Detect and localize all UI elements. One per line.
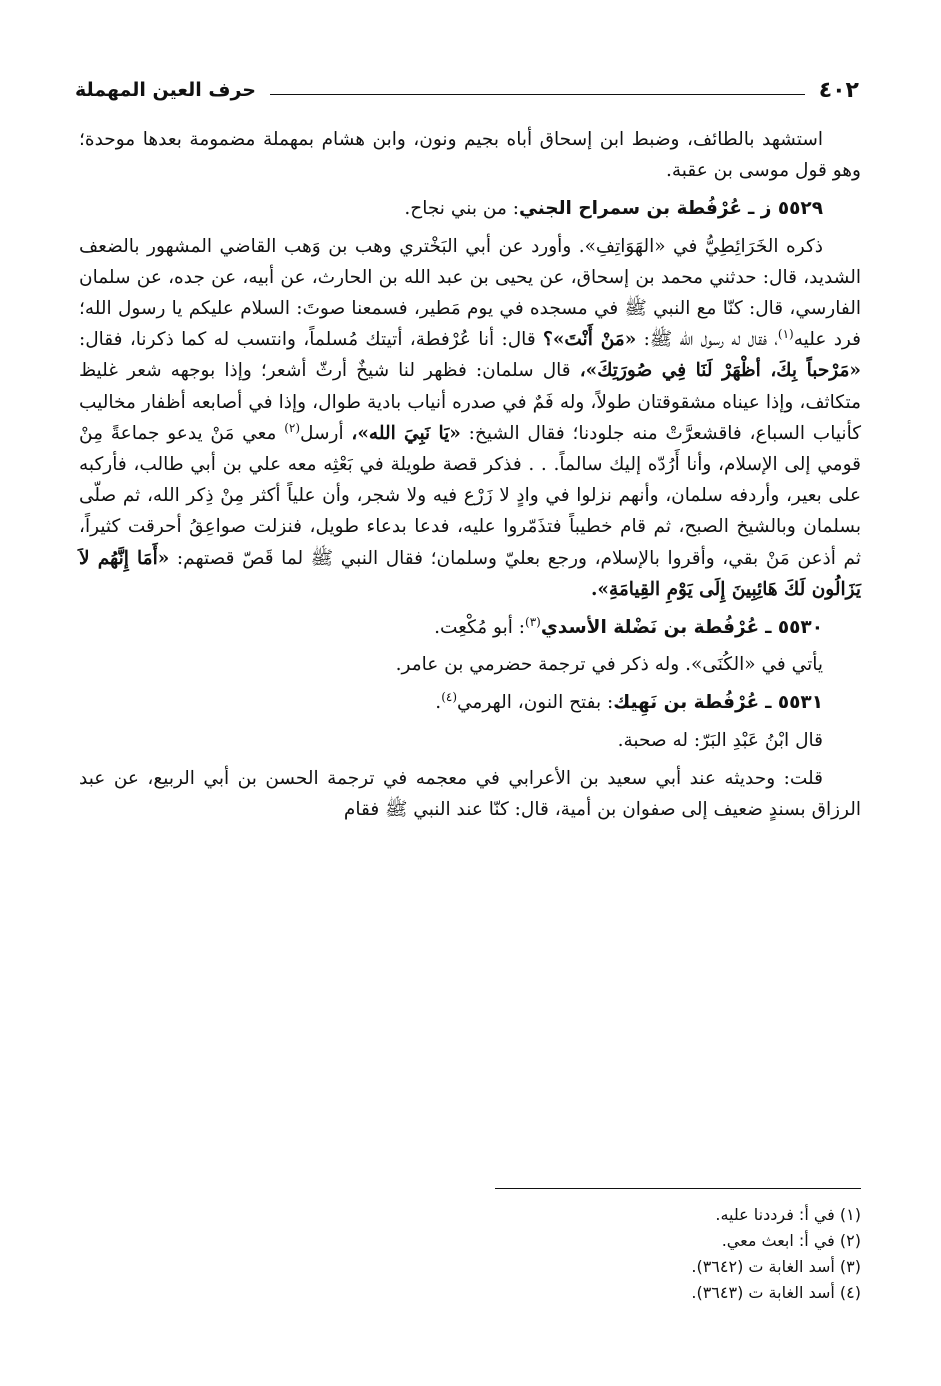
- text-segment: معي مَنْ يدعو جماعةً مِنْ قومي إلى الإسلام، وأنا أَرُدّه إليك سالماً. . . فذكر قصة طويلة في بَعْثِه معه علي بن أبي طالب، فأركبه على بعير، وأردفه سلمان، وأنهم نزلوا في وادٍ لا زَرْع فيه ولا شجر، وأن علياً أكثر مِنْ ذِكر الله، ثم صلّى بسلمان وبالشيخ الصبح، ثم قام خطيباً فتذَمّروا عليه، فدعا بدعاء طويل، فنزلت صواعِقُ أحرقت كثيراً، ثم أذعن مَنْ بقي، وأقروا بالإسلام، ورجع بعليّ وسلمان؛ فقال النبي ﷺ لما قَصّ قصتهم:: [79, 422, 861, 569]
- entry-number: ٥٥٣١ ـ: [765, 692, 823, 714]
- text-segment: قال: أنا عُرْفطة، أتيتك مُسلماً، وانتسب له كما ذكرنا، فقال:: [79, 329, 536, 351]
- entry-5531: [79, 687, 861, 718]
- paragraph-continuation: استشهد بالطائف، وضبط ابن إسحاق أباه بجيم ونون، وابن هشام بمهملة مضمومة بعدها موحدة؛ وهو قول موسى بن عقبة.: [79, 129, 861, 182]
- paragraph-ibn-abd-al-barr: قال ابْنُ عَبْدِ البَرّ: له صحبة.: [617, 729, 823, 751]
- quote: «مَرْحباً بِكَ، أظْهَرْ لَنَا فِي صُورَتِكَ»،: [579, 360, 861, 382]
- entry-5530: [79, 612, 861, 643]
- footnote-1: (١) في أ: فرددنا عليه.: [715, 1205, 861, 1224]
- entry-name: عُرْفُطة بن نَهِيك: [613, 692, 760, 714]
- quote: «أَمَا إِنَّهُم لاَ يَزَالُون لَكَ هَائِبِينَ إِلَى يَوْمِ القِيامَةِ».: [79, 547, 861, 600]
- entry-5529: [79, 193, 861, 224]
- footnote-4: (٤) أسد الغابة ت (٣٦٤٣).: [691, 1283, 861, 1302]
- entry-description: : أبو مُكْعِت.: [434, 617, 526, 639]
- text-segment: .: [435, 692, 442, 714]
- chapter-title: حرف العين المهملة: [75, 79, 256, 101]
- text-segment: قال سلمان: فظهر لنا شيخٌ أرثّ أشعر؛ وإذا بوجهه شعر غليظ متكاثف، وإذا عيناه مشقوقتان طولاً، وله فَمٌ في صدره أنياب بادية طوال، وإذا في أصابعه أظفار مخاليب كأنياب السباع، فاقشعرَّتْ منه جلودنا؛ فقال الشيخ:: [79, 360, 862, 444]
- footnotes: [361, 1202, 861, 1306]
- entry-name: عُرْفُطة بن نَضْلة الأسدي: [540, 617, 760, 639]
- entry-number: ٥٥٣٠ ـ: [765, 617, 823, 639]
- footnote-ref-1: (١): [777, 327, 794, 342]
- entry-description: : بفتح النون، الهرمي: [457, 692, 614, 714]
- footnote-ref-4: (٤): [441, 690, 458, 705]
- running-header: [75, 70, 859, 110]
- main-text: [79, 124, 861, 832]
- header-rule: [270, 94, 805, 95]
- footnote-ref-3: (٣): [525, 614, 541, 629]
- text-segment: ، فقال له رسول الله ﷺ:: [643, 329, 778, 351]
- quote: «يَا نَبِيَ الله»،: [351, 422, 461, 444]
- footnote-3: (٣) أسد الغابة ت (٣٦٤٢).: [691, 1257, 861, 1276]
- footnote-2: (٢) في أ: ابعث معي.: [721, 1231, 861, 1250]
- paragraph-hawatif: [79, 231, 861, 605]
- entry-number: ٥٥٢٩ ز ـ: [747, 198, 823, 220]
- page-number: ٤٠٢: [818, 77, 859, 103]
- footnote-separator: [495, 1188, 861, 1189]
- text-segment: ذكره الخَرَائِطِيُّ في «الهَوَاتِفِ». وأورد عن أبي البَخْتري وهب بن وَهب القاضي المشهور بالضعف الشديد، قال: حدثني محمد بن إسحاق، عن يحيى بن عبد الله بن الحارث، عن أبيه، عن جده، عن سلمان الفارسي، قال: كنّا مع النبي ﷺ في مسجده في يوم مَطير، فسمعنا صوتَ: السلام عليكم يا رسول الله؛ فرد عليه: [79, 235, 861, 351]
- entry-description: : من بني نجاح.: [404, 198, 519, 220]
- entry-name: عُرْفُطة بن سمراح الجني: [518, 198, 743, 220]
- quote: «مَنْ أَنْتَ»؟: [543, 329, 637, 351]
- paragraph-qultu: قلت: وحديثه عند أبي سعيد بن الأعرابي في معجمه في ترجمة الحسن بن أبي الربيع، عن عبد الرزاق بسندٍ ضعيف إلى صفوان بن أمية، قال: كنّا عند النبي ﷺ فقام: [79, 767, 861, 821]
- footnote-ref-2: (٢): [284, 420, 301, 435]
- paragraph-kuna: يأتي في «الكُنَى». وله ذكر في ترجمة حضرمي بن عامر.: [395, 654, 823, 676]
- text-segment: أرسل: [300, 422, 344, 444]
